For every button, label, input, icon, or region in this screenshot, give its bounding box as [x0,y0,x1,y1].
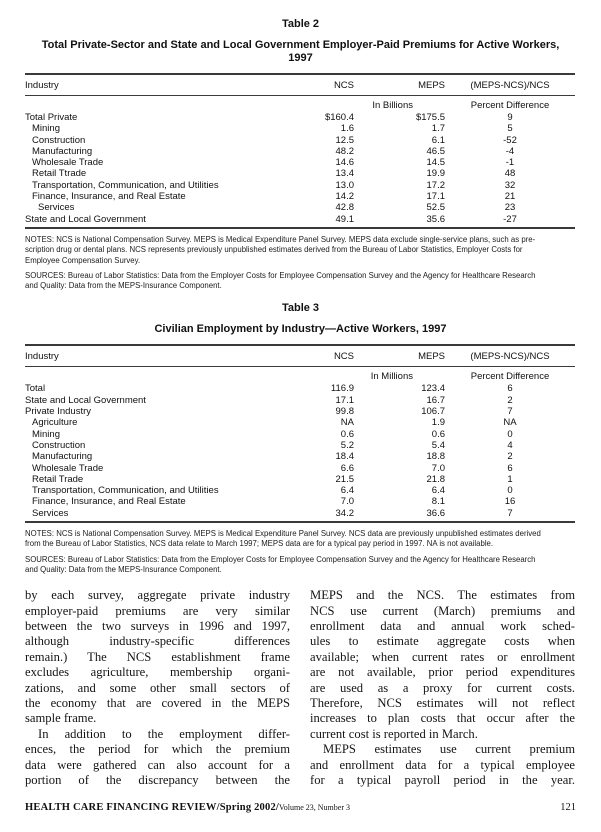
text-line: In addition to the employment differ- [38,726,290,741]
table-row [25,440,575,451]
text-line: NCS use current (March) premiums and [310,603,575,618]
meps-cell: 6.1 [431,134,445,146]
text-line: ules to estimate aggregate costs when [310,634,575,649]
ncs-cell: 13.0 [335,179,354,191]
meps-cell: 19.9 [426,168,445,180]
table-row [25,123,575,134]
page-number: 121 [560,802,576,813]
table-row [25,112,575,123]
text-line: current cost is reported in March. [310,726,478,741]
table3-header-row [25,344,575,367]
ncs-cell: NA [340,417,354,429]
ncs-cell: 18.4 [335,451,354,463]
table2-col-ncs: NCS [333,80,354,91]
body-right-column [310,588,575,788]
meps-cell: $175.5 [415,112,445,123]
table3-notes [25,529,576,550]
diff-cell: -52 [503,134,517,146]
table2-unit-label: In Billions [372,100,413,111]
text-line: available; when current rates or enrollment [310,649,575,664]
industry-cell: Retail Trade [32,473,84,485]
industry-cell: Mining [32,123,60,135]
table-row [25,451,575,462]
industry-cell: Finance, Insurance, and Real Estate [32,496,186,508]
diff-cell: 7 [507,406,513,418]
table2-col-industry: Industry [25,80,59,91]
table2-sources [25,271,576,292]
note-line: Employee Compensation Survey. [25,255,141,265]
industry-cell: Agriculture [32,417,78,429]
diff-cell: 0 [507,428,513,440]
table3-pct-label: Percent Difference [470,371,550,383]
ncs-cell: 12.5 [335,134,354,146]
table-row [25,485,575,496]
text-line: between the two surveys in 1996 and 1997, [25,619,290,634]
diff-cell: 23 [504,202,516,214]
text-line: enrollment data and annual work sched- [310,619,575,634]
source-line: SOURCES: Bureau of Labor Statistics: Data from the Employer Costs for Employee Compensation Survey and the Agency for Healthcare Research [25,270,536,280]
table-row [25,474,575,485]
ncs-cell: 14.6 [335,157,354,169]
diff-cell: 6 [507,383,513,395]
source-line: SOURCES: Bureau of Labor Statistics: Data from the Employer Costs for Employee Compensation Survey and the Agency for Healthcare Research [25,554,536,564]
paragraph [310,588,575,742]
ncs-cell: 21.5 [335,473,354,485]
meps-cell: 21.8 [426,473,445,485]
table-row [25,383,575,394]
industry-cell: Private Industry [25,406,91,418]
meps-cell: 1.9 [431,417,445,429]
table-row [25,214,575,225]
table2-pct-label: Percent Difference [470,100,550,111]
table-row [25,180,575,191]
table-row [25,496,575,507]
meps-cell: 17.2 [426,179,445,191]
ncs-cell: 49.1 [335,213,354,225]
industry-cell: Retail Ttrade [32,168,87,180]
ncs-cell: 13.4 [335,168,354,180]
ncs-cell: 42.8 [335,202,354,214]
text-line: and enrollment data for a typical employee [310,757,575,772]
text-line: remain.) The NCS establishment frame [25,649,290,664]
industry-cell: Transportation, Communication, and Utilities [32,179,219,191]
text-line: portion of the discrepancy between the [25,773,290,788]
meps-cell: 106.7 [421,406,445,418]
table2-col-meps: MEPS [418,80,445,91]
text-line: MEPS and the NCS. The estimates from [310,588,575,603]
meps-cell: 7.0 [431,462,445,474]
diff-cell: 4 [507,439,513,451]
source-line: and Quality: Data from the MEPS-Insurance Component. [25,281,222,291]
ncs-cell: 1.6 [340,123,354,135]
ncs-cell: 6.4 [340,485,354,497]
text-line: the economy that are covered in the MEPS [25,696,290,711]
table3-sources [25,555,576,576]
note-line: NOTES: NCS is National Compensation Survey. MEPS is Medical Expenditure Panel Survey. NCS data are previously unpublished estimates derived [25,529,541,539]
text-line: are not available, prior period expenditures [310,665,575,680]
diff-cell: 2 [507,451,513,463]
diff-cell: -1 [505,157,515,169]
table-row [25,157,575,168]
table-row [25,168,575,179]
footer-citation [25,797,350,815]
table3 [25,344,575,523]
industry-cell: Services [32,507,69,519]
table-row [25,429,575,440]
text-line: sample frame. [25,711,97,726]
text-line: by each survey, aggregate private industry [25,588,290,603]
industry-cell: Services [38,202,75,214]
text-line: ences, the period for which the premium [25,742,290,757]
body-left-column [25,588,290,788]
source-line: and Quality: Data from the MEPS-Insurance Component. [25,564,222,574]
meps-cell: 52.5 [426,202,445,214]
paragraph [25,727,290,789]
meps-cell: 36.6 [426,507,445,519]
paragraph [25,588,290,727]
diff-cell: 16 [504,496,516,508]
volume-info: Volume 23, Number 3 [279,803,350,812]
table-row [25,202,575,213]
paragraph [310,742,575,788]
text-line: are used as a proxy for current costs. [310,680,575,695]
ncs-cell: 116.9 [330,383,354,395]
table-row [25,463,575,474]
text-line: although industry-specific differences [25,634,290,649]
table-row [25,417,575,428]
diff-cell: -27 [503,213,517,225]
ncs-cell: 34.2 [335,507,354,519]
table3-unit-label: In Millions [370,371,413,383]
industry-cell: Transportation, Communication, and Utilities [32,485,219,497]
table2-units-row [25,96,575,112]
table3-col-meps: MEPS [418,351,445,363]
industry-cell: Total Private [25,112,78,123]
table-row [25,395,575,406]
note-line: scription drug or dental plans. NCS represents previously unpublished estimates derived from the Bureau of Labor Statistics, Employer Costs for [25,245,523,255]
note-line: NOTES: NCS is National Compensation Survey. MEPS is Medical Expenditure Panel Survey. MEPS data exclude single-service plans, such as pre- [25,234,536,244]
diff-cell: 9 [507,112,513,123]
meps-cell: 35.6 [426,213,445,225]
meps-cell: 8.1 [431,496,445,508]
industry-cell: Manufacturing [32,145,93,157]
table3-col-ncs: NCS [333,351,354,363]
ncs-cell: 17.1 [335,394,354,406]
table2-body [25,112,575,229]
meps-cell: 1.7 [431,123,445,135]
diff-cell: 21 [504,191,516,203]
ncs-cell: 99.8 [335,406,354,418]
table2-notes [25,235,576,266]
meps-cell: 46.5 [426,145,445,157]
table-row [25,191,575,202]
table2 [25,73,575,229]
diff-cell: 48 [504,168,516,180]
diff-cell: NA [503,417,517,429]
table-row [25,406,575,417]
meps-cell: 6.4 [431,485,445,497]
text-line: zations, and some other small sectors of [25,680,290,695]
table3-col-diff: (MEPS-NCS)/NCS [470,351,550,363]
ncs-cell: 6.6 [340,462,354,474]
diff-cell: -4 [505,145,515,157]
page-footer [25,797,576,815]
text-line: Therefore, NCS estimates will not reflect [310,696,575,711]
text-line: excludes agriculture, membership organi- [25,665,290,680]
table-row [25,135,575,146]
ncs-cell: $160.4 [324,112,354,123]
table2-title: Total Private-Sector and State and Local Government Employer-Paid Premiums for Active Workers, 1997 [41,39,560,64]
table3-title: Civilian Employment by Industry—Active Workers, 1997 [154,323,447,336]
ncs-cell: 0.6 [340,428,354,440]
industry-cell: Wholesale Trade [32,157,104,169]
meps-cell: 17.1 [426,191,445,203]
industry-cell: Total [25,383,46,395]
text-line: for a typical payroll period in the year. [310,773,575,788]
table3-units-row [25,367,575,383]
diff-cell: 7 [507,507,513,519]
industry-cell: Mining [32,428,60,440]
industry-cell: State and Local Government [25,394,146,406]
text-line: MEPS estimates use current premium [323,742,575,757]
note-line: from the Bureau of Labor Statistics, NCS data relate to March 1997; MEPS data are for a typical pay period in 1997. NA is not available. [25,539,494,549]
text-line: employer-paid premiums are very similar [25,603,290,618]
meps-cell: 14.5 [426,157,445,169]
table2-label: Table 2 [281,18,320,30]
ncs-cell: 48.2 [335,145,354,157]
industry-cell: Wholesale Trade [32,462,104,474]
meps-cell: 0.6 [431,428,445,440]
diff-cell: 32 [504,179,516,191]
body-text [25,588,576,788]
industry-cell: Construction [32,439,86,451]
table2-header-row [25,73,575,96]
meps-cell: 5.4 [431,439,445,451]
diff-cell: 0 [507,485,513,497]
industry-cell: Finance, Insurance, and Real Estate [32,191,186,203]
table-row [25,146,575,157]
ncs-cell: 5.2 [340,439,354,451]
table2-col-diff: (MEPS-NCS)/NCS [470,80,550,91]
table3-label: Table 3 [281,302,320,315]
diff-cell: 2 [507,394,513,406]
table3-col-industry: Industry [25,351,59,363]
diff-cell: 1 [507,473,513,485]
industry-cell: Manufacturing [32,451,93,463]
meps-cell: 123.4 [421,383,445,395]
text-line: data were gathered can also account for a [25,757,290,772]
diff-cell: 6 [507,462,513,474]
table3-body [25,383,575,523]
ncs-cell: 14.2 [335,191,354,203]
industry-cell: State and Local Government [25,213,146,225]
text-line: increases to plan costs that occur after the [310,711,575,726]
meps-cell: 18.8 [426,451,445,463]
industry-cell: Construction [32,134,86,146]
ncs-cell: 7.0 [340,496,354,508]
meps-cell: 16.7 [426,394,445,406]
table-row [25,508,575,519]
diff-cell: 5 [507,123,513,135]
journal-title: HEALTH CARE FINANCING REVIEW/Spring 2002/ [25,802,280,813]
